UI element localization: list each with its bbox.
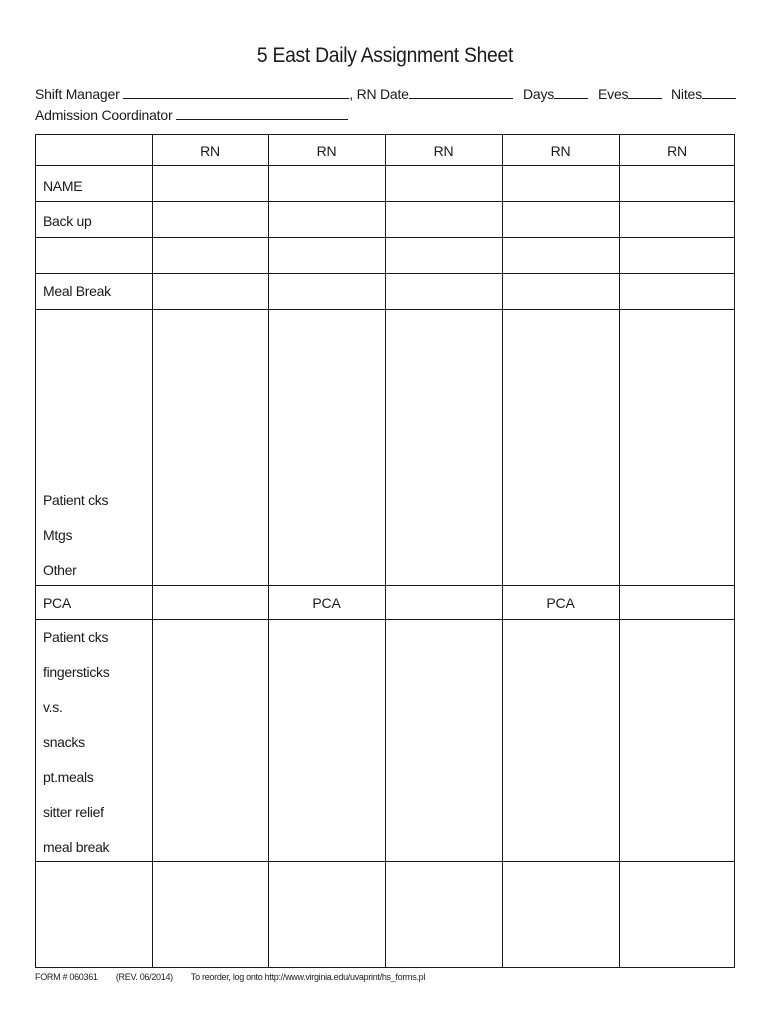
reorder-note: To reorder, log onto http://www.virginia.edu/uvaprint/hs_forms.pl: [190, 972, 426, 982]
task-label: Mtgs: [43, 527, 73, 543]
admission-coordinator-field[interactable]: [176, 107, 348, 120]
row-divider: [36, 273, 734, 274]
row-divider: [36, 237, 734, 238]
task-label: Patient cks: [43, 492, 109, 508]
days-line: [523, 86, 588, 102]
nites-field[interactable]: [702, 86, 736, 99]
admission-coordinator-label: Admission Coordinator: [35, 107, 173, 123]
row-label-name: NAME: [43, 178, 83, 194]
shift-manager-field[interactable]: [123, 86, 349, 99]
pca-task-label: sitter relief: [43, 804, 104, 820]
column-divider: [385, 135, 386, 967]
nites-line: [671, 86, 736, 102]
column-header-rn-5: RN: [667, 143, 687, 159]
row-divider: [36, 585, 734, 586]
pca-task-label: Patient cks: [43, 629, 109, 645]
column-header-rn-1: RN: [200, 143, 220, 159]
column-divider: [502, 135, 503, 967]
pca-task-label: fingersticks: [43, 664, 110, 680]
row-divider: [36, 201, 734, 202]
shift-manager-label: Shift Manager: [35, 86, 120, 102]
form-number: FORM # 060361: [35, 972, 98, 982]
days-label: Days: [523, 86, 555, 102]
pca-header: PCA: [312, 595, 341, 611]
eves-label: Eves: [598, 86, 629, 102]
page-title: 5 East Daily Assignment Sheet: [256, 44, 514, 67]
task-label: Other: [43, 562, 77, 578]
column-header-rn-3: RN: [433, 143, 454, 159]
row-divider: [36, 619, 734, 620]
date-line: [380, 86, 513, 102]
rn-suffix: , RN: [349, 86, 377, 102]
assignment-table: [35, 134, 735, 968]
nites-label: Nites: [671, 86, 702, 102]
pca-task-label: v.s.: [43, 699, 63, 715]
form-footer: [35, 972, 441, 982]
row-divider: [36, 165, 734, 166]
row-label-backup: Back up: [43, 213, 92, 229]
date-label: Date: [380, 86, 409, 102]
pca-task-label: pt.meals: [43, 769, 94, 785]
row-label-pca: PCA: [43, 595, 71, 611]
pca-task-label: meal break: [43, 839, 110, 855]
pca-task-label: snacks: [43, 734, 85, 750]
column-divider: [152, 135, 153, 967]
row-label-meal-break: Meal Break: [43, 283, 111, 299]
eves-line: [598, 86, 662, 102]
row-divider: [36, 861, 734, 862]
form-revision: (REV. 06/2014): [115, 972, 173, 982]
column-divider: [268, 135, 269, 967]
column-header-rn-2: RN: [316, 143, 337, 159]
column-divider: [619, 135, 620, 967]
days-field[interactable]: [554, 86, 588, 99]
pca-header: PCA: [546, 595, 575, 611]
eves-field[interactable]: [628, 86, 662, 99]
shift-manager-line: [35, 86, 376, 102]
column-header-rn-4: RN: [550, 143, 571, 159]
admission-coordinator-line: [35, 107, 348, 123]
date-field[interactable]: [409, 86, 513, 99]
row-divider: [36, 309, 734, 310]
